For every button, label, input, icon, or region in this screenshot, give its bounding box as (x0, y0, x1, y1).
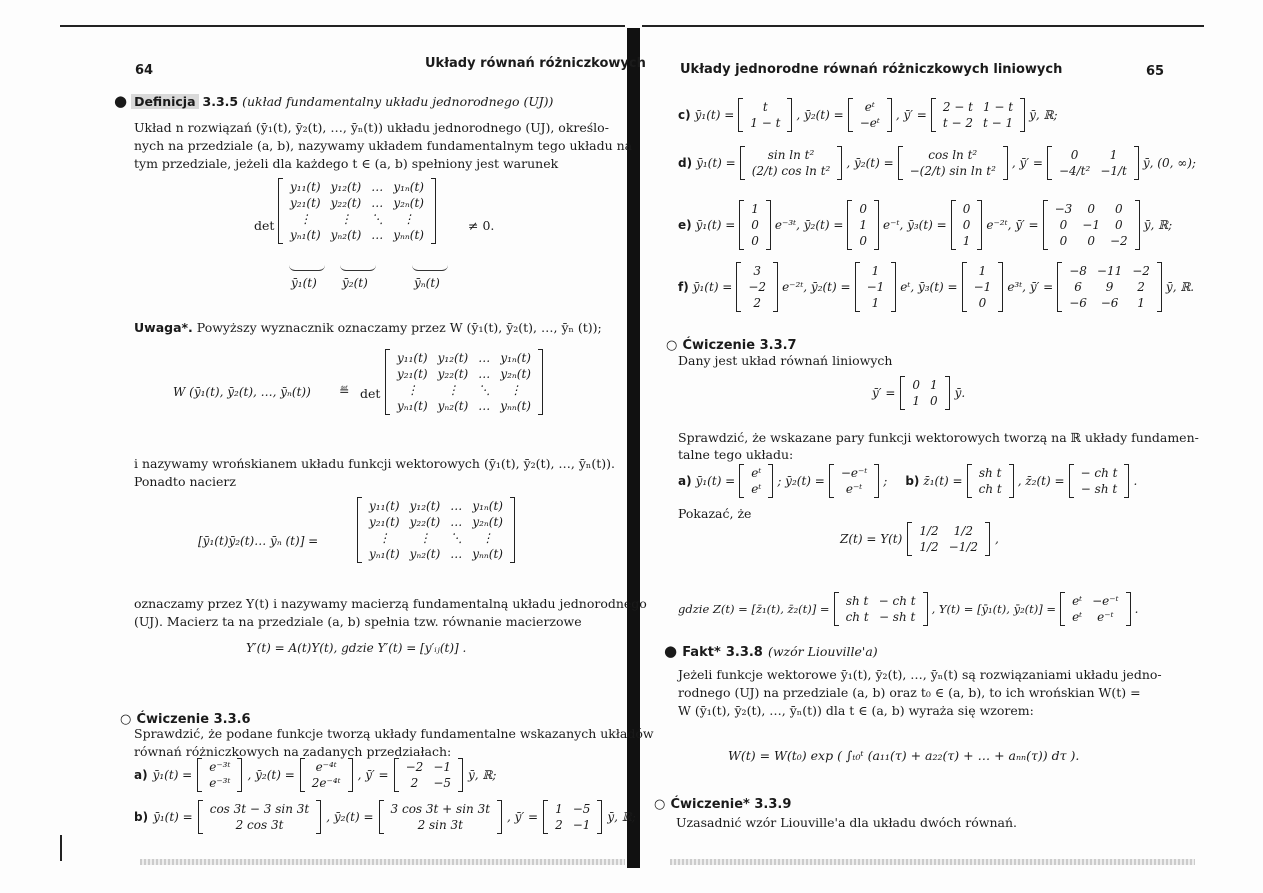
matrix-cell: 1 (1109, 148, 1118, 162)
vec-cell: eᵗ (751, 466, 762, 480)
matrix-cell: −6 (1069, 296, 1087, 310)
vec-cell: −eᵗ (859, 116, 880, 130)
expr: ȳ, ℝ; (607, 810, 636, 824)
matrix-cell: −11 (1096, 264, 1123, 278)
vec-cell: e⁻³ᵗ (209, 776, 231, 790)
vec-cell: 0 (962, 202, 971, 216)
brace-icon (412, 265, 448, 271)
matrix-cell: 6 (1074, 280, 1082, 294)
matrix-cell: y₁ₙ(t) (393, 180, 424, 194)
matrix-cell: y₂₁(t) (369, 515, 400, 529)
matrix-cell: 1/2 (919, 524, 939, 538)
brace-label-1: ȳ₁(t) (291, 276, 317, 290)
vec-cell: eᵗ (864, 100, 875, 114)
matrix-cell: … (478, 367, 491, 381)
definition-label: Definicja (131, 94, 198, 109)
vec-cell: 1 (871, 296, 880, 310)
where-equation (678, 592, 1138, 626)
matrix-cell: −2 (1109, 234, 1128, 248)
remark-label: Uwaga*. (134, 320, 193, 335)
vec-cell: 1 (871, 264, 880, 278)
matrix-cell: y₂ₙ(t) (500, 367, 531, 381)
matrix-cell: 1 (555, 802, 563, 816)
expr: , ȳ₂(t) = (247, 768, 295, 782)
vec-cell: 0 (751, 234, 759, 248)
matrix-cell: ⋮ (418, 531, 431, 545)
matrix-cell: −6 (1100, 296, 1119, 310)
matrix-cell: y₁₂(t) (330, 180, 362, 194)
remark (134, 320, 602, 335)
matrix-cell: −1/2 (948, 540, 979, 554)
matrix-cell: 0 (930, 394, 938, 408)
circle-bullet-icon: ○ (120, 712, 132, 727)
brace-icon (289, 265, 325, 271)
matrix-cell: y₂₁(t) (290, 196, 321, 210)
expr: , ȳ′ = (1011, 156, 1043, 170)
wronskian-lhs: W (ȳ₁(t), ȳ₂(t), …, ȳₙ(t)) (173, 385, 311, 399)
matrix-cell: 0 (1059, 218, 1068, 232)
exercise-337-line2: Sprawdzić, że wskazane pary funkcji wektorowych tworzą na ℝ układy fundamen- (678, 430, 1199, 445)
matrix-cell: y₁₂(t) (437, 351, 469, 365)
matrix-cell: yₙ₁(t) (290, 228, 321, 242)
definition-number: 3.3.5 (202, 94, 239, 109)
expr: ȳ₁(t) = (695, 218, 736, 232)
matrix-cell: y₂ₙ(t) (472, 515, 503, 529)
matrix-cell: −8 (1069, 264, 1087, 278)
right-page (640, 0, 1263, 893)
matrix-cell: eᵗ (1072, 610, 1083, 624)
vec-cell: 1 (962, 234, 971, 248)
vec-cell: 0 (962, 218, 971, 232)
matrix-cell: 1 − t (982, 100, 1014, 114)
fundamental-text-2: (UJ). Macierz ta na przedziale (a, b) spełnia tzw. równanie macierzowe (134, 614, 582, 629)
expr: e³ᵗ, ȳ′ = (1007, 280, 1054, 294)
matrix-cell: 0 (912, 378, 921, 392)
matrix-cell: y₁₁(t) (397, 351, 428, 365)
exercise-337-equation (872, 376, 965, 410)
matrix-cell: … (450, 547, 463, 561)
matrix-cell: 1 (930, 378, 938, 392)
expr: eᵗ, ȳ₃(t) = (900, 280, 958, 294)
item-label: b) (905, 474, 920, 488)
vec-cell: 2 cos 3t (235, 818, 284, 832)
matrix-cell: −1 (433, 760, 452, 774)
wronskian-det-label: det (360, 386, 381, 401)
matrix-cell: −5 (572, 802, 591, 816)
expr: e⁻²ᵗ, ȳ₂(t) = (782, 280, 851, 294)
item-f (678, 262, 1194, 312)
matrix-cell: y₂ₙ(t) (393, 196, 424, 210)
vec-cell: 3 (753, 264, 762, 278)
vec-cell: e⁻³ᵗ (209, 760, 231, 774)
matrix-cell: ⋮ (402, 212, 415, 226)
fakt-label: Fakt* (682, 645, 721, 660)
liouville-formula: W(t) = W(t₀) exp ( ∫ₜ₀ᵗ (a₁₁(τ) + a₂₂(τ) + … + aₙₙ(τ)) dτ ). (728, 748, 1080, 763)
vec-cell: −2 (748, 280, 767, 294)
vec-cell: 2 (753, 296, 762, 310)
matrix-cell: ch t (845, 610, 869, 624)
running-head-right: Układy jednorodne równań różniczkowych liniowych (680, 62, 1063, 77)
expr: ȳ′ = (872, 386, 896, 400)
expr: ȳ₁(t) = (694, 108, 735, 122)
expr: Z(t) = Y(t) (840, 532, 903, 546)
item-label: f) (678, 280, 689, 294)
z-equation (840, 522, 999, 556)
matrix-cell: 2 (555, 818, 563, 832)
expr: ȳ₁(t) = (692, 280, 733, 294)
exercise-337-line1: Dany jest układ równań liniowych (678, 353, 893, 368)
vec-cell: cos ln t² (928, 148, 978, 162)
definition-title: (układ fundamentalny układu jednorodnego (UJ)) (242, 94, 554, 109)
expr: , z̄₂(t) = (1017, 474, 1065, 488)
matrix-cell: y₁ₙ(t) (500, 351, 531, 365)
running-head-left: Układy równań różniczkowych (425, 56, 646, 71)
page-number-left: 64 (135, 63, 154, 78)
matrix-cell: 2 (410, 776, 419, 790)
matrix-cell: t − 1 (982, 116, 1014, 130)
fakt-number: 3.3.8 (725, 645, 763, 660)
wronskian-matrix (385, 349, 543, 415)
matrix-cell: y₂₂(t) (330, 196, 362, 210)
matrix-cell: ⋱ (478, 383, 491, 397)
item-d (678, 146, 1196, 180)
vec-cell: −(2/t) sin ln t² (909, 164, 996, 178)
matrix-cell: 0 (1059, 234, 1068, 248)
matrix-cell: y₂₁(t) (397, 367, 428, 381)
matrix-cell: t − 2 (942, 116, 973, 130)
matrix-cell: yₙₙ(t) (500, 399, 531, 413)
expr: , ȳ₂(t) = (846, 156, 894, 170)
det-matrix (278, 178, 436, 244)
item-label: e) (678, 218, 692, 232)
expr: , Y(t) = [ȳ₁(t), ȳ₂(t)] = (931, 602, 1057, 616)
bullet-icon: ● (664, 642, 678, 660)
expr: ȳ, (0, ∞); (1142, 156, 1196, 170)
matrix-cell: −2 (405, 760, 424, 774)
matrix-cell: ⋮ (339, 212, 352, 226)
item-label: c) (678, 108, 691, 122)
page-number-right: 65 (1146, 64, 1165, 79)
expr: ȳ, ℝ; (468, 768, 497, 782)
expr: ȳ₁(t) = (695, 474, 736, 488)
exercise-336-a (134, 758, 496, 792)
vec-cell: sh t (978, 466, 1002, 480)
page-edge-texture (670, 859, 1195, 865)
fakt-heading (664, 641, 878, 660)
matrix-cell: −1 (572, 818, 591, 832)
matrix-cell: … (371, 228, 384, 242)
fundamental-matrix-lhs: [ȳ₁(t)ȳ₂(t)… ȳₙ (t)] = (198, 534, 319, 548)
vec-cell: 0 (859, 234, 868, 248)
vec-cell: 1 (978, 264, 987, 278)
expr: ȳ, ℝ; (1143, 218, 1173, 232)
matrix-cell: y₂₂(t) (437, 367, 469, 381)
matrix-cell: 1/2 (953, 524, 973, 538)
expr: ȳ₁(t) = (152, 768, 193, 782)
matrix-cell: yₙₙ(t) (472, 547, 503, 561)
matrix-cell: … (371, 180, 384, 194)
expr: , ȳ′ = (357, 768, 389, 782)
matrix-cell: − sh t (878, 610, 916, 624)
vec-cell: 0 (978, 296, 987, 310)
matrix-cell: 9 (1105, 280, 1114, 294)
matrix-cell: y₁₁(t) (369, 499, 400, 513)
matrix-cell: … (478, 399, 491, 413)
matrix-cell: −1/t (1100, 164, 1127, 178)
expr: , ȳ′ = (507, 810, 539, 824)
matrix-cell: −2 (1132, 264, 1150, 278)
matrix-cell: ⋮ (446, 383, 459, 397)
matrix-cell: yₙ₂(t) (437, 399, 469, 413)
matrix-cell: 2 − t (942, 100, 973, 114)
matrix-cell: ⋮ (299, 212, 312, 226)
exercise-339-heading (654, 793, 791, 812)
matrix-cell: 0 (1087, 234, 1095, 248)
item-label: d) (678, 156, 693, 170)
exercise-336-heading (120, 708, 251, 727)
matrix-cell: 1/2 (919, 540, 939, 554)
expr: e⁻³ᵗ, ȳ₂(t) = (774, 218, 844, 232)
matrix-cell: yₙₙ(t) (393, 228, 424, 242)
matrix-cell: −4/t² (1058, 164, 1091, 178)
matrix-cell: ⋮ (481, 531, 494, 545)
vec-cell: − ch t (1080, 466, 1118, 480)
bullet-icon: ● (114, 92, 128, 110)
expr: ȳ₁(t) = (153, 810, 193, 824)
brace-icon (340, 265, 376, 271)
matrix-cell: 1 (1137, 296, 1145, 310)
expr: e⁻ᵗ, ȳ₃(t) = (883, 218, 947, 232)
vec-cell: −1 (866, 280, 885, 294)
matrix-cell: y₁ₙ(t) (472, 499, 503, 513)
expr: ȳ₁(t) = (696, 156, 736, 170)
matrix-cell: −e⁻ᵗ (1092, 594, 1119, 608)
fakt-line1: Jeżeli funkcje wektorowe ȳ₁(t), ȳ₂(t), …, ȳₙ(t) są rozwiązaniami układu jedno- (678, 667, 1162, 682)
item-c (678, 98, 1058, 132)
matrix-cell: … (478, 351, 491, 365)
book-spine (627, 28, 640, 868)
expr: z̄₁(t) = (923, 474, 963, 488)
matrix-cell: ⋮ (509, 383, 522, 397)
show-text: Pokazać, że (678, 506, 752, 521)
det-label: det (254, 218, 275, 233)
vec-cell: 1 (859, 218, 868, 232)
expr: ; ȳ₂(t) = (777, 474, 825, 488)
exercise-336-b (134, 800, 636, 834)
exercise-336-label: Ćwiczenie 3.3.6 (136, 712, 251, 727)
matrix-equation: Y′(t) = A(t)Y(t), gdzie Y′(t) = [y′ᵢⱼ(t)] . (246, 641, 467, 655)
exercise-337-label: Ćwiczenie 3.3.7 (682, 338, 797, 353)
expr: ȳ. (954, 386, 966, 400)
circle-bullet-icon: ○ (666, 338, 678, 353)
fakt-title: (wzór Liouville'a) (767, 644, 878, 659)
vec-cell: t (762, 100, 768, 114)
matrix-cell: sh t (845, 594, 869, 608)
exercise-336-line2: równań różniczkowych na zadanych przedziałach: (134, 744, 452, 759)
expr: ȳ, ℝ. (1165, 280, 1195, 294)
det-neq: ≠ 0. (468, 218, 495, 233)
vec-cell: 0 (751, 218, 759, 232)
matrix-cell: − ch t (878, 594, 916, 608)
expr: ȳ, ℝ; (1029, 108, 1058, 122)
definition-line1: Układ n rozwiązań (ȳ₁(t), ȳ₂(t), …, ȳₙ(t)) układu jednorodnego (UJ), określo- (134, 120, 609, 135)
brace-label-2: ȳ₂(t) (342, 276, 368, 290)
vec-cell: 3 cos 3t + sin 3t (390, 802, 491, 816)
vec-cell: 2 sin 3t (417, 818, 464, 832)
matrix-cell: y₁₂(t) (409, 499, 441, 513)
vec-cell: −e⁻ᵗ (840, 466, 868, 480)
vec-cell: − sh t (1080, 482, 1118, 496)
item-label: b) (134, 810, 149, 824)
vec-cell: 1 − t (750, 116, 781, 130)
definition-line3: tym przedziale, jeżeli dla każdego t ∈ (a, b) spełniony jest warunek (134, 156, 559, 171)
expr: . (1134, 602, 1139, 616)
matrix-cell: −1 (1082, 218, 1100, 232)
matrix-cell: … (371, 196, 384, 210)
fakt-line3: W (ȳ₁(t), ȳ₂(t), …, ȳₙ(t)) dla t ∈ (a, b) wyraża się wzorem: (678, 703, 1034, 718)
vec-cell: e⁻ᵗ (845, 482, 863, 496)
expr: , ȳ′ = (895, 108, 927, 122)
item-label: a) (134, 768, 148, 782)
exercise-339-label: Ćwiczenie* 3.3.9 (670, 797, 792, 812)
vec-cell: 2e⁻⁴ᵗ (311, 776, 341, 790)
matrix-cell: −3 (1054, 202, 1073, 216)
vec-cell: 0 (859, 202, 868, 216)
vec-cell: ch t (978, 482, 1002, 496)
exercise-336-line1: Sprawdzić, że podane funkcje tworzą układy fundamentalne wskazanych układów (134, 726, 654, 741)
vec-cell: sin ln t² (767, 148, 815, 162)
exercise-339-line1: Uzasadnić wzór Liouville'a dla układu dwóch równań. (676, 815, 1017, 830)
matrix-cell: eᵗ (1072, 594, 1083, 608)
matrix-cell: ⋮ (378, 531, 391, 545)
matrix-cell: yₙ₂(t) (330, 228, 362, 242)
expr: . (1133, 474, 1138, 488)
matrix-cell: … (450, 499, 463, 513)
circle-bullet-icon: ○ (654, 797, 666, 812)
matrix-cell: 0 (1070, 148, 1079, 162)
matrix-cell: −5 (433, 776, 452, 790)
wronskian-text-2: Ponadto nacierz (134, 474, 236, 489)
vec-cell: −1 (973, 280, 992, 294)
fakt-line2: rodnego (UJ) na przedziale (a, b) oraz t₀ ∈ (a, b), to ich wrońskian W(t) = (678, 685, 1141, 700)
expr: , ȳ₂(t) = (326, 810, 374, 824)
item-label: a) (678, 474, 692, 488)
matrix-cell: 0 (1087, 202, 1095, 216)
remark-text: Powyższy wyznacznik oznaczamy przez W (ȳ₁(t), ȳ₂(t), …, ȳₙ (t)); (196, 320, 602, 335)
fundamental-matrix (357, 497, 515, 563)
matrix-cell: ⋱ (371, 212, 384, 226)
expr: ; (883, 474, 888, 488)
expr: gdzie Z(t) = [z̄₁(t), z̄₂(t)] = (678, 602, 830, 616)
matrix-cell: y₂₂(t) (409, 515, 441, 529)
fundamental-text-1: oznaczamy przez Y(t) i nazywamy macierzą fundamentalną układu jednorodnego (134, 596, 647, 611)
matrix-cell: yₙ₂(t) (409, 547, 441, 561)
matrix-cell: e⁻ᵗ (1097, 610, 1114, 624)
def-symbol: ≝ (339, 383, 350, 398)
matrix-cell: yₙ₁(t) (397, 399, 428, 413)
exercise-337-heading (666, 334, 797, 353)
matrix-cell: 0 (1115, 202, 1123, 216)
exercise-337-pairs (678, 464, 1137, 498)
matrix-cell: 2 (1137, 280, 1145, 294)
vec-cell: e⁻⁴ᵗ (315, 760, 337, 774)
vec-cell: cos 3t − 3 sin 3t (209, 802, 310, 816)
exercise-337-line3: talne tego układu: (678, 447, 794, 462)
brace-label-n: ȳₙ(t) (414, 276, 440, 290)
matrix-cell: ⋮ (406, 383, 419, 397)
matrix-cell: 0 (1115, 218, 1123, 232)
vec-cell: eᵗ (751, 482, 762, 496)
vec-cell: 1 (751, 202, 759, 216)
matrix-cell: yₙ₁(t) (369, 547, 400, 561)
item-e (678, 200, 1172, 250)
matrix-cell: … (450, 515, 463, 529)
matrix-cell: ⋱ (450, 531, 463, 545)
wronskian-text-1: i nazywamy wrońskianem układu funkcji wektorowych (ȳ₁(t), ȳ₂(t), …, ȳₙ(t)). (134, 456, 615, 471)
expr: , ȳ₂(t) = (796, 108, 844, 122)
matrix-cell: 1 (912, 394, 921, 408)
definition-line2: nych na przedziale (a, b), nazywamy układem fundamentalnym tego układu na (134, 138, 633, 153)
definition-heading (114, 92, 553, 110)
expr: e⁻²ᵗ, ȳ′ = (986, 218, 1039, 232)
left-margin-mark (60, 835, 62, 861)
page-edge-texture (140, 859, 625, 865)
matrix-cell: y₁₁(t) (290, 180, 321, 194)
expr: , (995, 532, 999, 546)
vec-cell: (2/t) cos ln t² (751, 164, 831, 178)
